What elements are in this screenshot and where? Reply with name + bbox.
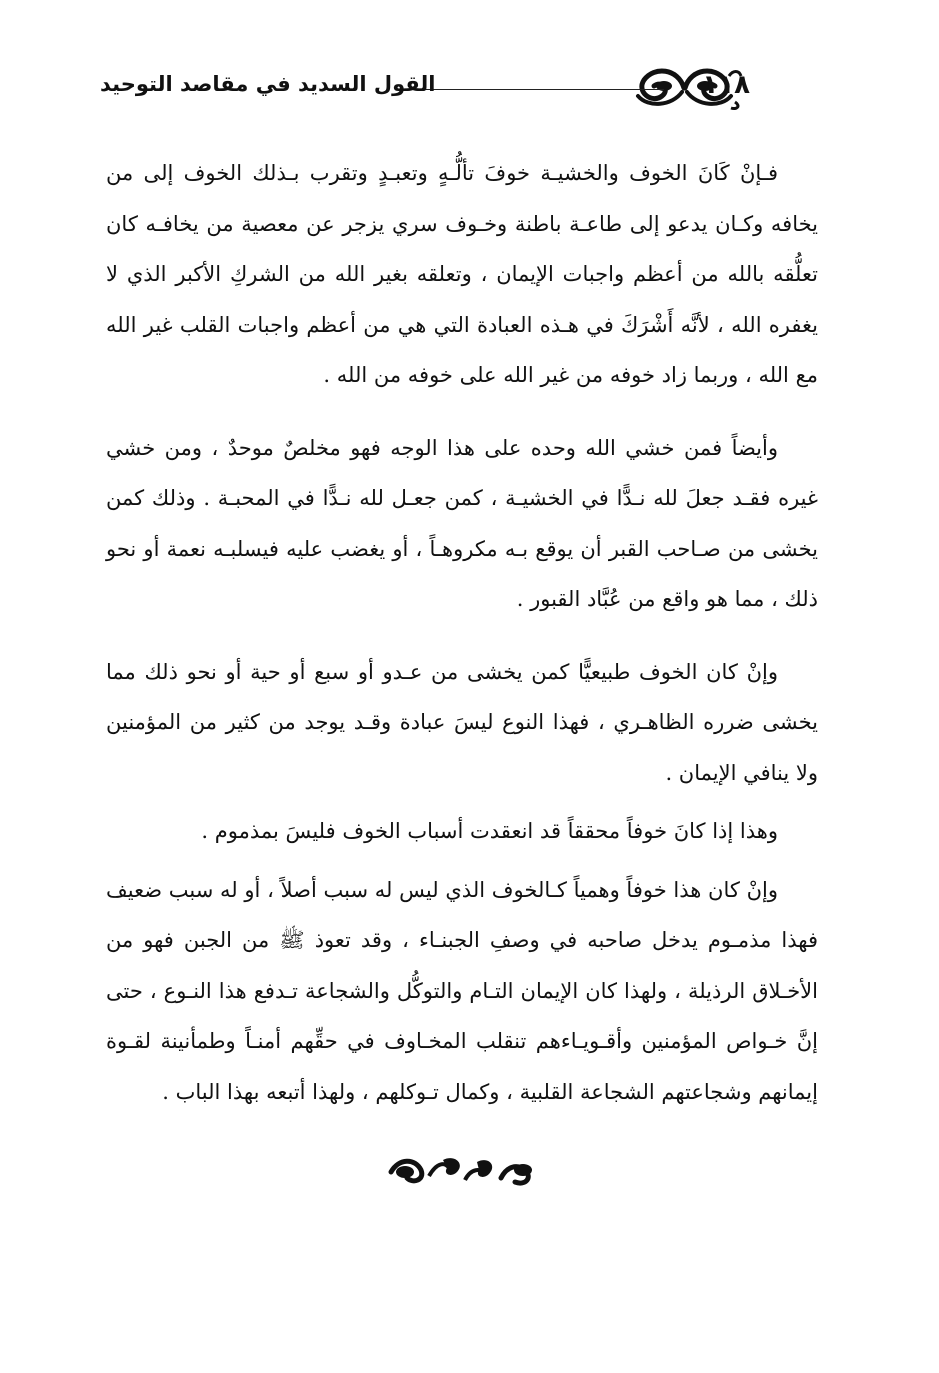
paragraph-sincere-monotheist: وأيضاً فمن خشي الله وحده على هذا الوجه فهو مخلصٌ موحدٌ ، ومن خشي غيره فقـد جعلَ لله نـدًّا في الخشيـة ، كمن جعـل لله نـدًّا في المحبـة . وذلك كمن يخشى من صـاحب القبر أن يوقع بـه مكروهـاً ، أو يغضب عليه فيسلبـه نعمة أو نحو ذلك ، مما هو واقع من عُبَّاد القبور . — [106, 435, 818, 611]
vine-ornament-icon — [385, 1150, 545, 1192]
book-title: القول السديد في مقاصد التوحيد — [100, 72, 436, 96]
floral-ornament-icon — [677, 62, 812, 112]
page-header — [100, 62, 812, 116]
paragraph-real-fear: وهذا إذا كانَ خوفاً محققاً قد انعقدت أسباب الخوف فليسَ بمذموم . — [201, 819, 778, 843]
paragraph-natural-fear: وإنْ كان الخوف طبيعيًّا كمن يخشى من عـدو أو سبع أو حية أو نحو ذلك مما يخشى ضرره الظاهـري ، فهذا النوع ليسَ عبادة وقـد يوجد من كثير من المؤمنين ولا ينافي الإيمان . — [106, 659, 818, 785]
paragraph-imaginary-fear: وإنْ كان هذا خوفاً وهمياً كـالخوف الذي ليس له سبب أصلاً ، أو له سبب ضعيف فهذا مذمـوم يدخل صاحبه في وصفِ الجبنـاء ، وقد تعوذ ﷺ من الجبن فهو من الأخـلاق الرذيلة ، ولهذا كان الإيمان التـام والتوكُّل والشجاعة تـدفع هذا النـوع ، حتى إنَّ خـواص المؤمنين وأقـويـاءهم تنقلب المخـاوف في حقِّهم أمنـاً وطمأنينة لقـوة إيمانهم وشجاعتهم الشجاعة القلبية ، وكمال تـوكلهم ، ولهذا أتبعه بهذا الباب . — [106, 877, 818, 1104]
page-number: ١١٨ — [702, 70, 750, 100]
header-divider — [404, 89, 664, 90]
page-body — [106, 148, 818, 1139]
paragraph-fear-of-worship: فـإنْ كَانَ الخوف والخشيـة خوفَ تألُّـهٍ وتعبـدٍ وتقرب بـذلك الخوف إلى من يخافه وكـان يدعو إلى طاعـة باطنة وخـوف سري يزجر عن معصية من يخافـه كان تعلُّقه بالله من أعظم واجبات الإيمان ، وتعلقه بغير الله من الشركِ الأكبر الذي لا يغفره الله ، لأنَّه أَشْرَكَ في هـذه العبادة التي هي من أعظم واجبات القلب غير الله مع الله ، وربما زاد خوفه من غير الله على خوفه من الله . — [106, 161, 818, 387]
